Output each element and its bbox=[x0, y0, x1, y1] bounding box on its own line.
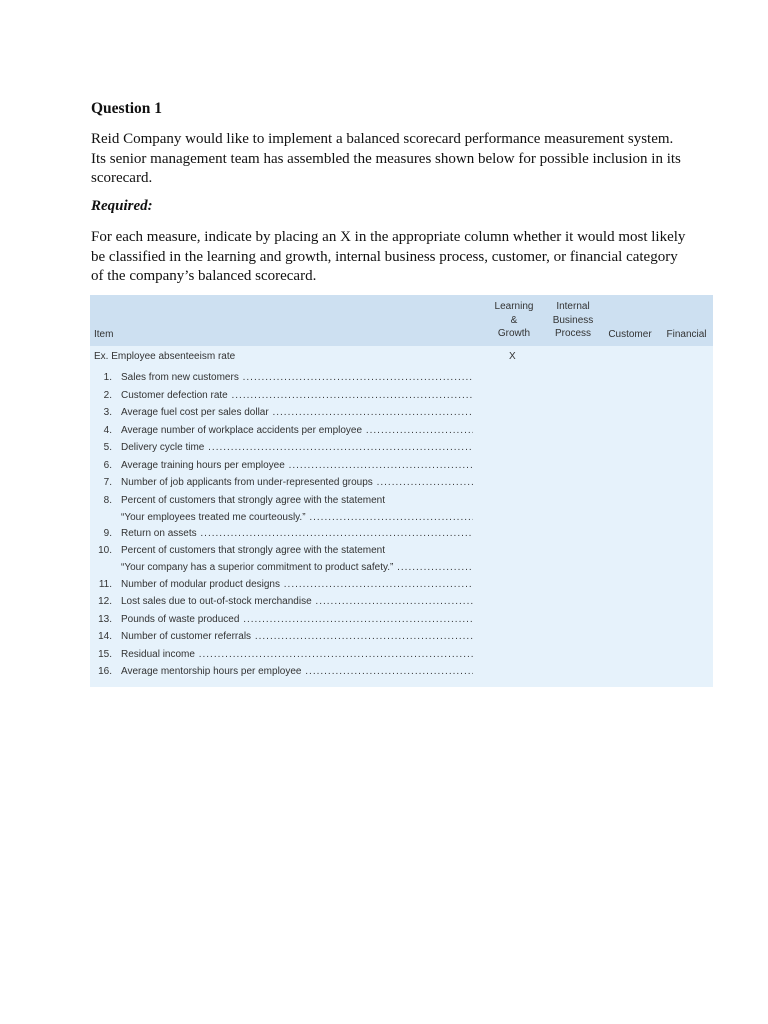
example-row-mark: X bbox=[509, 351, 516, 362]
row-number: 13. bbox=[98, 614, 112, 625]
row-label: Average fuel cost per sales dollar ..... bbox=[121, 404, 473, 422]
header-financial: Financial bbox=[666, 329, 707, 340]
row-label: Average mentorship hours per employee ..... bbox=[121, 663, 473, 681]
instructions-paragraph: For each measure, indicate by placing an X in the appropriate column whether it would most likely be classified in the learning and growth, internal business process, customer, or financial category of the company’s balanced scorecard. bbox=[91, 229, 686, 284]
row-label-line1: Percent of customers that strongly agree with the statement bbox=[121, 545, 386, 556]
row-label-line1: Percent of customers that strongly agree with the statement bbox=[121, 495, 386, 506]
row-label: “Your employees treated me courteously.” ..... bbox=[121, 509, 473, 527]
row-label: Return on assets ..... bbox=[121, 525, 473, 543]
header-ibp-line: Internal bbox=[556, 301, 590, 312]
header-learning-growth-line: Learning bbox=[494, 301, 534, 312]
required-label: Required: bbox=[91, 198, 153, 214]
row-number: 14. bbox=[98, 631, 112, 642]
row-number: 16. bbox=[98, 666, 112, 677]
header-ibp-line: Business bbox=[552, 314, 594, 326]
row-number: 8. bbox=[103, 495, 112, 506]
row-label: Customer defection rate ..... bbox=[121, 387, 473, 405]
question-title: Question 1 bbox=[91, 100, 163, 117]
row-number: 3. bbox=[103, 407, 112, 418]
row-label: Sales from new customers ..... bbox=[121, 369, 473, 387]
row-label: Number of modular product designs ..... bbox=[121, 576, 473, 594]
scorecard-table bbox=[90, 295, 713, 687]
row-number: 7. bbox=[103, 477, 112, 488]
row-label: Pounds of waste produced ..... bbox=[121, 611, 473, 629]
row-number: 10. bbox=[98, 545, 112, 556]
row-number: 2. bbox=[103, 390, 112, 401]
row-number: 4. bbox=[103, 425, 112, 436]
row-label: Residual income ..... bbox=[121, 646, 473, 664]
table-row bbox=[90, 542, 490, 576]
row-label: Average training hours per employee ..... bbox=[121, 457, 473, 475]
row-number: 5. bbox=[103, 442, 112, 453]
row-label: Lost sales due to out-of-stock merchandise ..... bbox=[121, 593, 473, 611]
header-learning-growth bbox=[490, 300, 538, 341]
header-internal-business-process bbox=[545, 300, 601, 341]
table-row bbox=[90, 492, 490, 526]
header-learning-growth-line: Growth bbox=[497, 328, 531, 339]
header-ibp-line: Process bbox=[554, 328, 592, 339]
row-number: 11. bbox=[98, 579, 112, 590]
row-label: Delivery cycle time ..... bbox=[121, 439, 473, 457]
row-number: 12. bbox=[98, 596, 112, 607]
row-label: Number of customer referrals ..... bbox=[121, 628, 473, 646]
header-item: Item bbox=[94, 329, 114, 340]
row-number: 6. bbox=[103, 460, 112, 471]
row-number: 15. bbox=[98, 649, 112, 660]
row-number: 1. bbox=[103, 372, 112, 383]
table-header bbox=[90, 295, 713, 346]
row-label: Average number of workplace accidents per employee ..... bbox=[121, 422, 473, 440]
example-row-label: Ex. Employee absenteeism rate bbox=[94, 351, 236, 362]
intro-paragraph: Reid Company would like to implement a balanced scorecard performance measurement system. Its senior management team has assembled the measures shown below for possible inclusion in its scorecard. bbox=[91, 131, 681, 186]
header-learning-growth-line: & bbox=[510, 314, 518, 326]
row-number: 9. bbox=[103, 528, 112, 539]
header-customer: Customer bbox=[608, 329, 652, 340]
row-label: Number of job applicants from under-represented groups ..... bbox=[121, 474, 473, 492]
row-label: “Your company has a superior commitment to product safety.” ..... bbox=[121, 559, 473, 577]
